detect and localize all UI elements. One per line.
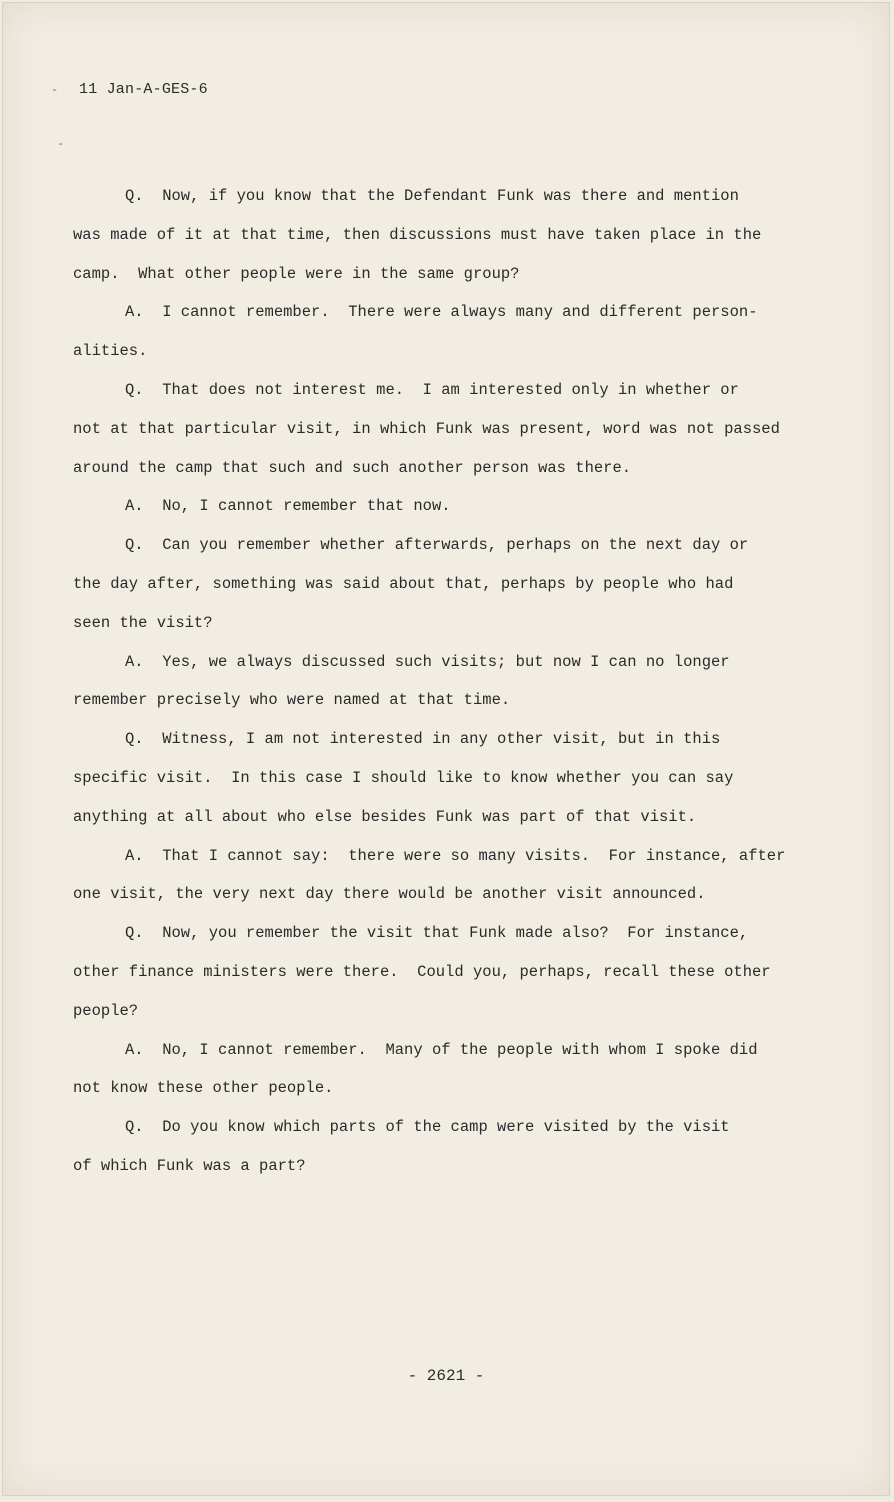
margin-mark: -	[51, 83, 59, 97]
text-line: around the camp that such and such another person was there.	[73, 458, 632, 477]
text-line: Q. Now, you remember the visit that Funk made also? For instance,	[125, 924, 749, 943]
text-line: A. That I cannot say: there were so many visits. For instance, after	[125, 846, 786, 865]
transcript-paragraph	[73, 720, 833, 836]
text-line: Q. That does not interest me. I am interested only in whether or	[125, 380, 739, 399]
text-line: anything at all about who else besides Funk was part of that visit.	[73, 807, 697, 826]
text-line: the day after, something was said about that, perhaps by people who had	[73, 574, 734, 593]
text-line: seen the visit?	[73, 613, 213, 632]
text-line: alities.	[73, 342, 148, 361]
document-reference: 11 Jan-A-GES-6	[79, 81, 208, 98]
transcript-paragraph	[73, 293, 833, 371]
transcript-paragraph	[73, 1108, 833, 1186]
text-line: Q. Witness, I am not interested in any other visit, but in this	[125, 730, 721, 749]
margin-mark: -	[57, 137, 65, 151]
text-line: camp. What other people were in the same group?	[73, 264, 520, 283]
text-line: not at that particular visit, in which Funk was present, word was not passed	[73, 419, 780, 438]
text-line: Q. Do you know which parts of the camp were visited by the visit	[125, 1118, 730, 1137]
transcript-paragraph	[73, 371, 833, 487]
text-line: other finance ministers were there. Could you, perhaps, recall these other	[73, 962, 771, 981]
transcript-paragraph	[73, 177, 833, 293]
transcript-paragraph	[73, 643, 833, 721]
transcript-paragraph	[73, 914, 833, 1030]
text-line: Q. Can you remember whether afterwards, perhaps on the next day or	[125, 536, 749, 555]
text-line: remember precisely who were named at that time.	[73, 691, 511, 710]
transcript-paragraph	[73, 837, 833, 915]
text-line: people?	[73, 1001, 139, 1020]
text-line: A. No, I cannot remember. Many of the people with whom I spoke did	[125, 1040, 758, 1059]
text-line: A. No, I cannot remember that now.	[125, 497, 451, 516]
transcript-body	[73, 177, 833, 1186]
text-line: A. I cannot remember. There were always many and different person-	[125, 303, 758, 322]
transcript-paragraph	[73, 487, 833, 526]
transcript-paragraph	[73, 1031, 833, 1109]
text-line: was made of it at that time, then discussions must have taken place in the	[73, 225, 762, 244]
transcript-paragraph	[73, 526, 833, 642]
text-line: Q. Now, if you know that the Defendant Funk was there and mention	[125, 187, 739, 205]
page-number: - 2621 -	[407, 1367, 485, 1385]
document-page	[2, 2, 890, 1496]
text-line: not know these other people.	[73, 1079, 334, 1098]
text-line: one visit, the very next day there would be another visit announced.	[73, 885, 706, 904]
text-line: specific visit. In this case I should like to know whether you can say	[73, 768, 734, 787]
text-line: A. Yes, we always discussed such visits; but now I can no longer	[125, 652, 730, 671]
text-line: of which Funk was a part?	[73, 1156, 306, 1175]
